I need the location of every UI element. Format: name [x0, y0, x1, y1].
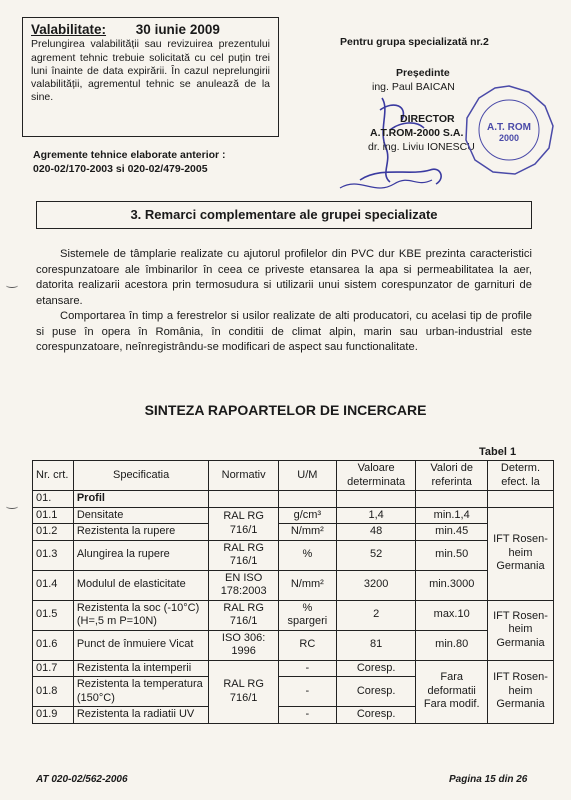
- row-um: -: [278, 677, 336, 707]
- validity-heading: [31, 23, 270, 36]
- group-title: Pentru grupa specializată nr.2: [340, 36, 489, 48]
- row-determ: IFT Rosen- heim Germania: [487, 660, 553, 723]
- row-ref: min.80: [416, 630, 487, 660]
- row-norm: RAL RG 716/1: [209, 600, 278, 630]
- paragraph-1: Sistemele de tâmplarie realizate cu ajutorul profilelor din PVC dur KBE prezinta caracteristici corespunzatoare ale îmbinarilor în ceea ce priveste etansarea la apa si permeabilitatea la aer, datorita realizarii acestora prin termosudura si utilizarii unui sistem corespunzator de garnituri de etansare.: [36, 248, 532, 307]
- validity-date: 30 iunie 2009: [135, 22, 220, 37]
- row-spec: Rezistenta la temperatura (150°C): [73, 677, 209, 707]
- results-table: [32, 460, 554, 724]
- row-um: % spargeri: [278, 600, 336, 630]
- row-spec: Rezistenta la intemperii: [73, 660, 209, 677]
- header-value: Valoare determinata: [336, 461, 416, 491]
- row-nr: 01.1: [33, 507, 74, 524]
- table-row: [33, 600, 554, 630]
- row-um: %: [278, 540, 336, 570]
- validity-text: Prelungirea valabilității sau revizuirea prezentului agrement tehnic trebuie solicitată cu cel puțin trei luni înainte de data expirării. În cazul neprelungirii valabilității, agrementul tehnic se anulează de la sine.: [31, 38, 270, 104]
- row-determ: IFT Rosen- heim Germania: [487, 507, 553, 600]
- row-norm: EN ISO 178:2003: [209, 570, 278, 600]
- director-label: DIRECTOR: [400, 113, 455, 125]
- row-nr: 01.2: [33, 524, 74, 541]
- seal-center-1: A.T. ROM: [487, 122, 531, 133]
- director-name: dr. ing. Liviu IONESCU: [368, 141, 475, 153]
- table-row: [33, 630, 554, 660]
- row-ref: min.3000: [416, 570, 487, 600]
- row-value: Coresp.: [336, 707, 416, 724]
- row-ref: min.50: [416, 540, 487, 570]
- row-nr: 01.5: [33, 600, 74, 630]
- footer-page-number: Pagina 15 din 26: [449, 774, 528, 785]
- row-spec: Rezistenta la radiatii UV: [73, 707, 209, 724]
- table-row: [33, 540, 554, 570]
- previous-agreements-title: Agremente tehnice elaborate anterior :: [33, 149, 226, 161]
- header-determ: Determ. efect. la: [487, 461, 553, 491]
- row-value: 52: [336, 540, 416, 570]
- group-signature-block: [340, 36, 540, 153]
- row-value: Coresp.: [336, 677, 416, 707]
- row-nr: 01.9: [33, 707, 74, 724]
- row-norm: RAL RG 716/1: [209, 507, 278, 540]
- table-row: [33, 660, 554, 677]
- row-norm: RAL RG 716/1: [209, 660, 278, 723]
- seal-center-2: 2000: [498, 133, 520, 143]
- row-nr: 01.4: [33, 570, 74, 600]
- validity-box: [22, 17, 279, 137]
- row-value: 1,4: [336, 507, 416, 524]
- table-group-row: [33, 491, 554, 508]
- row-spec: Rezistenta la rupere: [73, 524, 209, 541]
- section-title: 3. Remarci complementare ale grupei specializate: [36, 201, 532, 229]
- paragraph-2: Comportarea în timp a ferestrelor si usilor realizate de alti producatori, cu acelasi tip de profile si puse în opera în România, în conditii de climat alpin, marin sau urban-industrial este corespunzatoare, neînregistrându-se modificari de aspect sau functionalitate.: [36, 310, 532, 353]
- row-um: RC: [278, 630, 336, 660]
- previous-agreements: [33, 148, 293, 176]
- validity-label: Valabilitate:: [31, 22, 107, 37]
- group-nr: 01.: [33, 491, 74, 508]
- table-row: [33, 570, 554, 600]
- row-ref: Fara deformatii Fara modif.: [416, 660, 487, 723]
- row-determ: IFT Rosen- heim Germania: [487, 600, 553, 660]
- row-nr: 01.7: [33, 660, 74, 677]
- header-um: U/M: [278, 461, 336, 491]
- table-row: [33, 507, 554, 524]
- table-row: [33, 524, 554, 541]
- company-name: A.T.ROM-2000 S.A.: [370, 127, 464, 139]
- header-spec: Specificatia: [73, 461, 209, 491]
- header-nr: Nr. crt.: [33, 461, 74, 491]
- table-caption: Tabel 1: [479, 446, 517, 458]
- company-seal: [463, 84, 555, 176]
- header-ref: Valori de referinta: [416, 461, 487, 491]
- row-um: N/mm²: [278, 570, 336, 600]
- row-spec: Alungirea la rupere: [73, 540, 209, 570]
- row-value: Coresp.: [336, 660, 416, 677]
- table-header-row: [33, 461, 554, 491]
- row-value: 2: [336, 600, 416, 630]
- row-ref: min.1,4: [416, 507, 487, 524]
- margin-mark: [6, 283, 18, 288]
- row-ref: min.45: [416, 524, 487, 541]
- row-nr: 01.6: [33, 630, 74, 660]
- row-ref: max.10: [416, 600, 487, 630]
- row-norm: ISO 306: 1996: [209, 630, 278, 660]
- row-value: 48: [336, 524, 416, 541]
- synthesis-title: SINTEZA RAPOARTELOR DE INCERCARE: [144, 402, 427, 418]
- row-um: -: [278, 707, 336, 724]
- row-um: -: [278, 660, 336, 677]
- previous-agreements-list: 020-02/170-2003 si 020-02/479-2005: [33, 163, 208, 175]
- row-nr: 01.3: [33, 540, 74, 570]
- row-value: 3200: [336, 570, 416, 600]
- row-norm: RAL RG 716/1: [209, 540, 278, 570]
- president-name: ing. Paul BAICAN: [372, 81, 455, 93]
- president-label: Președinte: [396, 67, 450, 79]
- row-spec: Densitate: [73, 507, 209, 524]
- footer-doc-ref: AT 020-02/562-2006: [36, 774, 128, 785]
- row-value: 81: [336, 630, 416, 660]
- row-spec: Rezistenta la soc (-10°C) (H=,5 m P=10N): [73, 600, 209, 630]
- row-nr: 01.8: [33, 677, 74, 707]
- header-norm: Normativ: [209, 461, 278, 491]
- row-um: N/mm²: [278, 524, 336, 541]
- row-spec: Modulul de elasticitate: [73, 570, 209, 600]
- group-label: Profil: [73, 491, 209, 508]
- row-spec: Punct de înmuiere Vicat: [73, 630, 209, 660]
- margin-mark: [6, 504, 18, 509]
- row-um: g/cm³: [278, 507, 336, 524]
